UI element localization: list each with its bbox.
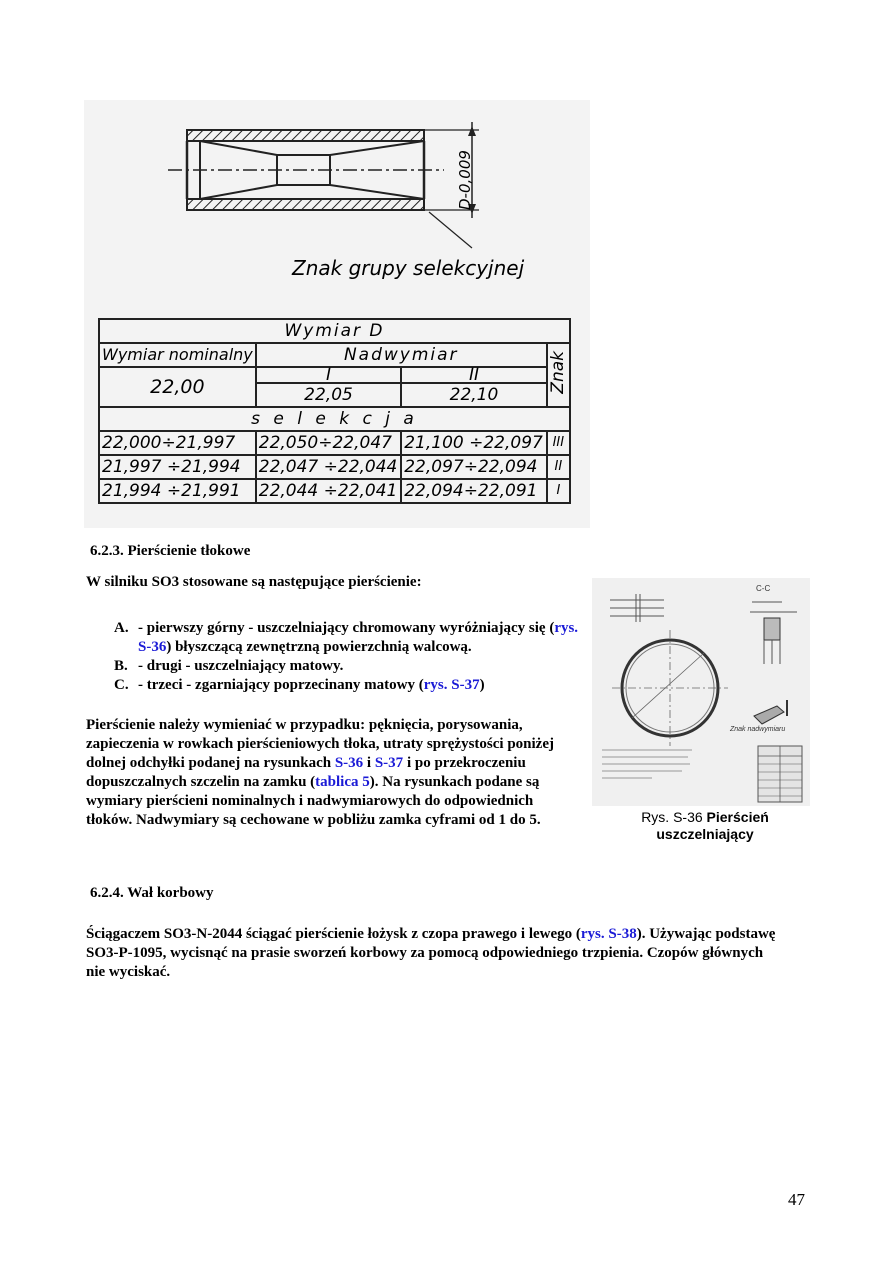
crankshaft-paragraph (86, 925, 776, 982)
paragraph-text: Pierścienie należy wymieniać w przypadku: pęknięcia, porysowania, zapieczenia w rowkach pierścieniowych tłoka, utraty sprężystości poniżej dolnej odchyłki podanej na rysunkach (86, 717, 554, 771)
link-rys-s38[interactable]: rys. S-38 (580, 926, 637, 942)
oversize-ii-label: II (401, 367, 546, 383)
col-mark-label: Znak (548, 351, 569, 394)
oversize-i-value: 22,05 (256, 383, 401, 407)
table-cell: 22,044 ÷22,041 (256, 479, 401, 503)
link-rys-s37[interactable]: rys. S-37 (423, 677, 480, 693)
paragraph-text: ). Na rysunkach podane są wymiary pierścieni nominalnych i nadwymiarowych do odpowiednich tłoków. Nadwymiary są cechowane w pobliżu zamka cyframi od 1 do 5. (86, 774, 541, 828)
link-s37[interactable]: S-37 (374, 755, 404, 771)
link-tablica-5[interactable]: tablica 5 (315, 774, 370, 790)
selection-table (98, 318, 571, 504)
oversize-i-label: I (256, 367, 401, 383)
list-text: - trzeci - zgarniający poprzecinany matowy ( (138, 677, 424, 693)
list-marker: A. (114, 620, 129, 636)
paragraph-text: i po przekroczeniu dopuszczalnych szczelin na zamku ( (86, 755, 526, 790)
caption-prefix: Rys. S-36 (641, 809, 707, 825)
link-s36[interactable]: S-36 (334, 755, 364, 771)
ring-list (86, 619, 586, 695)
link-rys-s36[interactable]: rys. S-36 (138, 620, 579, 655)
paragraph-text: i (363, 755, 375, 771)
table-cell: 22,047 ÷22,044 (256, 455, 401, 479)
table-cell: 21,997 ÷21,994 (99, 455, 256, 479)
section-label: C-C (756, 584, 771, 593)
selection-label: s e l e k c j a (99, 407, 570, 431)
table-cell: 22,094÷22,091 (401, 479, 546, 503)
col-mark (547, 343, 570, 407)
list-marker: B. (114, 658, 128, 674)
replacement-paragraph (86, 716, 582, 830)
table-cell: 22,097÷22,094 (401, 455, 546, 479)
selection-group-caption: Znak grupy selekcyjnej (292, 256, 525, 280)
table-cell: 21,994 ÷21,991 (99, 479, 256, 503)
col-oversize: Nadwymiar (256, 343, 547, 367)
nominal-value: 22,00 (99, 367, 256, 407)
list-text: ) (479, 677, 485, 693)
list-text: - drugi - uszczelniający matowy. (138, 658, 344, 674)
table-cell: 22,050÷22,047 (256, 431, 401, 455)
list-text: ) błyszczącą zewnętrzną powierzchnią walcową. (166, 639, 472, 655)
table-cell: I (547, 479, 570, 503)
table-row (99, 479, 570, 503)
list-marker: C. (114, 677, 129, 693)
table-row (99, 455, 570, 479)
paragraph-text: Ściągaczem SO3-N-2044 ściągać pierścienie łożysk z czopa prawego i lewego ( (86, 926, 581, 942)
table-title: Wymiar D (99, 319, 570, 343)
list-text: - pierwszy górny - uszczelniający chromowany wyróżniający się ( (138, 620, 555, 636)
dimension-label: D-0,009 (456, 150, 474, 210)
table-row (99, 431, 570, 455)
section-623-intro: W silniku SO3 stosowane są następujące pierścienie: (86, 574, 422, 590)
figure-caption (610, 809, 800, 843)
list-item (86, 657, 586, 676)
col-nominal: Wymiar nominalny (99, 343, 256, 367)
paragraph-text: ). Używając podstawę SO3-P-1095, wycisnąć na prasie sworzeń korbowy za pomocą odpowiedniego trzpienia. Czopów głównych nie wyciskać. (86, 926, 776, 980)
ring-drawing (592, 578, 810, 806)
list-item (86, 676, 586, 695)
section-623-heading: 6.2.3. Pierścienie tłokowe (90, 543, 251, 559)
table-cell: 22,000÷21,997 (99, 431, 256, 455)
table-cell: II (547, 455, 570, 479)
mark-label: Znak nadwymiaru (730, 726, 786, 733)
ring-drawing-svg (592, 578, 810, 806)
list-item (86, 619, 586, 657)
oversize-ii-value: 22,10 (401, 383, 546, 407)
section-624-heading: 6.2.4. Wał korbowy (90, 885, 214, 901)
page-number: 47 (788, 1190, 805, 1209)
table-cell: 21,100 ÷22,097 (401, 431, 546, 455)
table-cell: III (547, 431, 570, 455)
caption-title: Pierścień uszczelniający (656, 809, 769, 842)
